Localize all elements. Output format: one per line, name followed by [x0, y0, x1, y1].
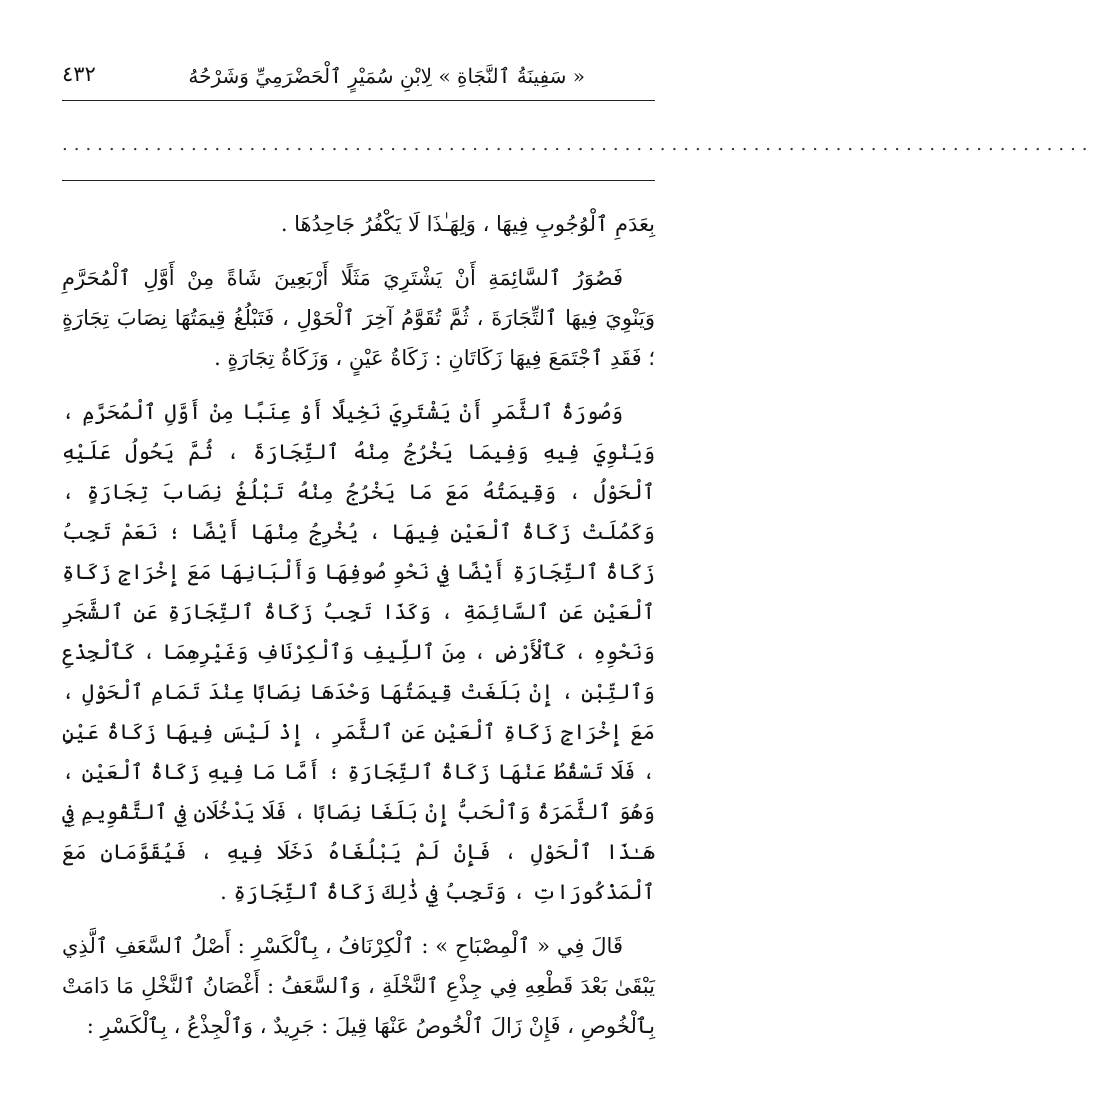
paragraph-1: بِعَدَمِ ٱلْوُجُوبِ فِيهَا ، وَلِهَـٰذَا لَا يَكْفُرُ جَاحِدُهَا . — [280, 212, 655, 236]
paragraph-2: فَصُوَرُ ٱلسَّائِمَةِ أَنْ يَشْتَرِيَ مَثَلًا أَرْبَعِينَ شَاةً مِنْ أَوَّلِ ٱلْمُحَرَّمِ وَيَنْوِيَ فِيهَا ٱلتِّجَارَةَ ، ثُمَّ تُقَوَّمُ آخِرَ ٱلْحَوْلِ ، فَتَبْلُغُ قِيمَتُهَا نِصَابَ تِجَارَةٍ ؛ فَقَدِ ٱجْتَمَعَ فِيهَا زَكَاتَانِ : زَكَاةُ عَيْنٍ ، وَزَكَاةُ تِجَارَةٍ . — [62, 266, 655, 370]
page-number: ٤٣٢ — [62, 62, 96, 86]
dotted-separator: ........................................................................................ — [62, 134, 1094, 155]
paragraph-4: قَالَ فِي « ٱلْمِصْبَاحِ » : ٱلْكِرْنَافُ ، بِٱلْكَسْرِ : أَصْلُ ٱلسَّعَفِ ٱلَّذِي يَبْقَىٰ بَعْدَ قَطْعِهِ فِي جِذْعِ ٱلنَّخْلَةِ ، وَٱلسَّعَفُ : أَغْصَانُ ٱلنَّخْلِ مَا دَامَتْ بِٱلْخُوصِ ، فَإِنْ زَالَ ٱلْخُوصُ عَنْهَا قِيلَ : جَرِيدٌ ، وَٱلْجِذْعُ ، بِٱلْكَسْرِ : — [62, 934, 655, 1038]
body-text — [62, 204, 655, 1046]
running-title: « سَفِينَةُ ٱلنَّجَاةِ » لِابْنِ سُمَيْرٍ ٱلْحَضْرَمِيِّ وَشَرْحُهُ — [188, 64, 585, 88]
section-rule — [62, 180, 655, 181]
header-rule — [62, 100, 655, 101]
page-header — [62, 58, 655, 98]
paragraph-3: وَصُورَةُ ٱلثَّمَرِ أَنْ يَشْتَرِيَ نَخِيلًا أَوْ عِنَبًا مِنْ أَوَّلِ ٱلْمُحَرَّمِ ، وَيَنْوِيَ فِيهِ وَفِيمَا يَخْرُجُ مِنْهُ ٱلتِّجَارَةَ ، ثُمَّ يَحُولُ عَلَيْهِ ٱلْحَوْلُ ، وَقِيمَتُهُ مَعَ مَا يَخْرُجُ مِنْهُ تَبْلُغُ نِصَابَ تِجَارَةٍ ، وَكَمُلَتْ زَكَاةُ ٱلْعَيْنِ فِيهَا ، يُخْرِجُ مِنْهَا أَيْضًا ؛ نَعَمْ تَجِبُ زَكَاةُ ٱلتِّجَارَةِ أَيْضًا فِي نَحْوِ صُوفِهَا وَأَلْبَانِهَا مَعَ إِخْرَاجِ زَكَاةِ ٱلْعَيْنِ عَنِ ٱلسَّائِمَةِ ، وَكَذَا تَجِبُ زَكَاةُ ٱلتِّجَارَةِ عَنِ ٱلشَّجَرِ وَنَحْوِهِ ، كَٱلْأَرْضِ ، مِنَ ٱللِّيفِ وَٱلْكِرْنَافِ وَغَيْرِهِمَا ، كَٱلْجِذْعِ وَٱلتِّبْنِ ، إِنْ بَلَغَتْ قِيمَتُهَا وَحْدَهَا نِصَابًا عِنْدَ تَمَامِ ٱلْحَوْلِ ، مَعَ إِخْرَاجِ زَكَاةِ ٱلْعَيْنِ عَنِ ٱلثَّمَرِ ، إِذْ لَيْسَ فِيهَا زَكَاةُ عَيْنٍ ، فَلَا تَسْقُطُ عَنْهَا زَكَاةُ ٱلتِّجَارَةِ ؛ أَمَّا مَا فِيهِ زَكَاةُ ٱلْعَيْنِ ، وَهُوَ ٱلثَّمَرَةُ وَٱلْحَبُّ إِنْ بَلَغَا نِصَابًا ، فَلَا يَدْخُلَانِ فِي ٱلتَّقْوِيمِ فِي هَـٰذَا ٱلْحَوْلِ ، فَإِنْ لَمْ يَبْلُغَاهُ دَخَلَا فِيهِ ، فَيُقَوَّمَانِ مَعَ ٱلْمَذْكُورَاتِ ، وَتَجِبُ فِي ذَٰلِكَ زَكَاةُ ٱلتِّجَارَةِ . — [62, 400, 655, 904]
